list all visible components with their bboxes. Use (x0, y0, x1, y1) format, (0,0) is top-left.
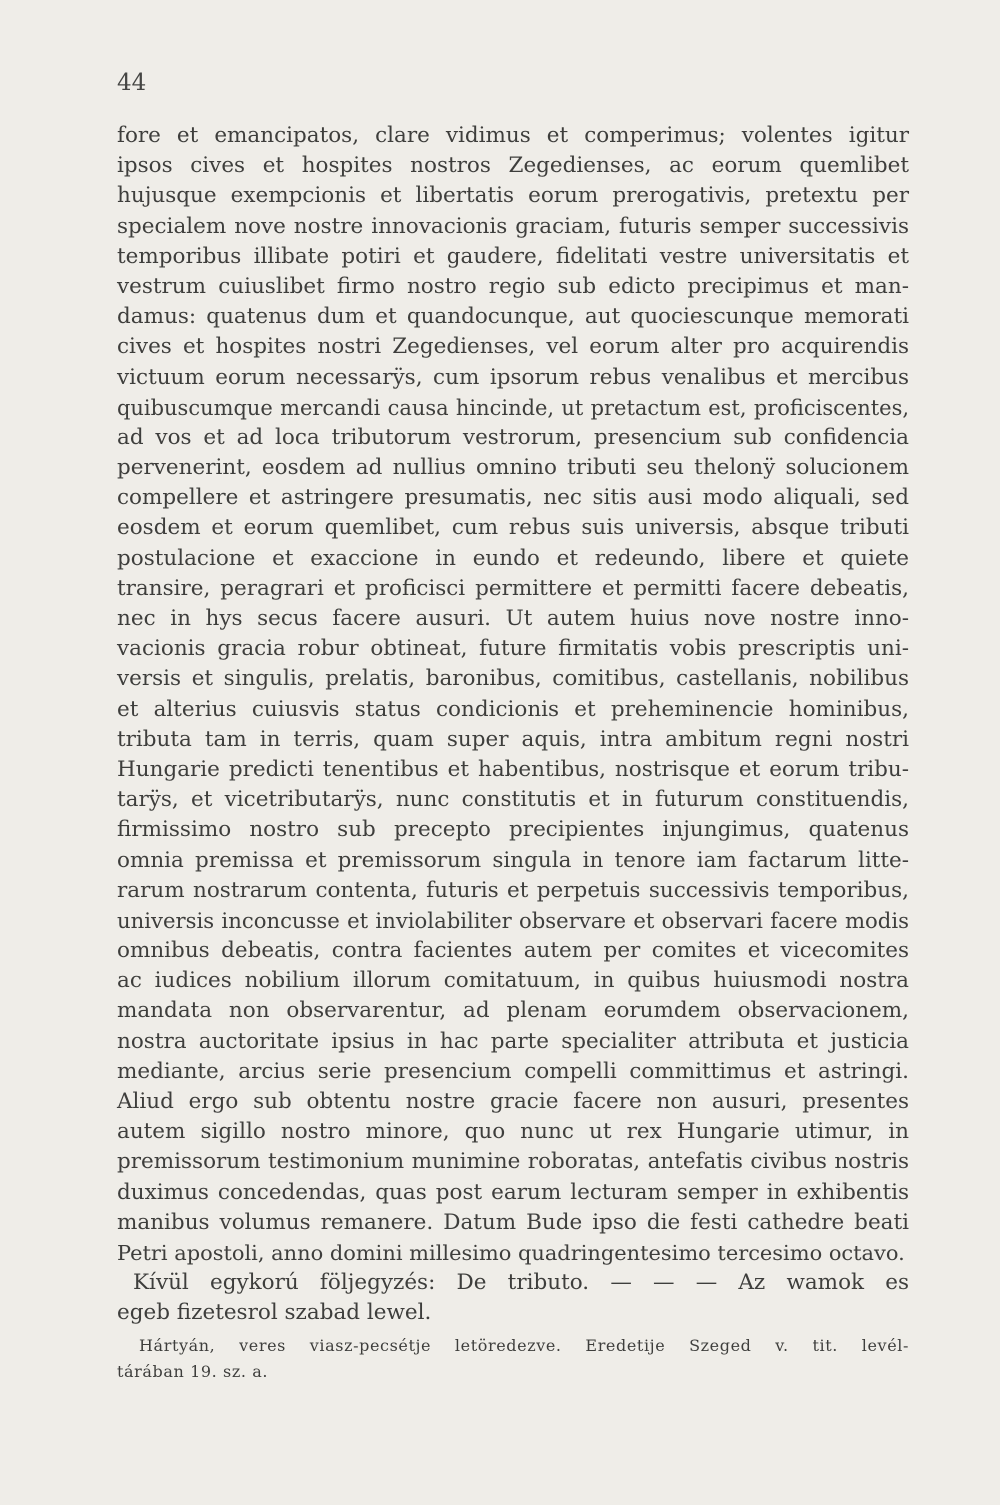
text-line: ac iudices nobilium illorum comitatuum, in quibus huiusmodi nostra (117, 968, 909, 994)
note-line: tárában 19. sz. a. (117, 1362, 269, 1381)
text-line: Aliud ergo sub obtentu nostre gracie facere non ausuri, presentes (117, 1089, 909, 1114)
endorsement-line: Kívül egykorú följegyzés: De tributo. — — — Az wamok es (133, 1270, 909, 1296)
text-line: duximus concedendas, quas post earum lecturam semper in exhibentis (117, 1179, 909, 1205)
text-line: premissorum testimonium munimine roboratas, antefatis civibus nostris (117, 1149, 909, 1175)
text-line: ad vos et ad loca tributorum vestrorum, presencium sub confidencia (117, 424, 909, 450)
text-line: nostra auctoritate ipsius in hac parte specialiter attributa et justicia (117, 1028, 909, 1054)
page-number: 44 (117, 70, 147, 96)
text-line: Hungarie predicti tenentibus et habentibus, nostrisque et eorum tribu- (117, 756, 909, 782)
text-line: Petri apostoli, anno domini millesimo quadringentesimo tercesimo octavo. (117, 1240, 905, 1265)
text-line: tarÿs, et vicetributarÿs, nunc constitutis et in futurum constituendis, (117, 787, 909, 813)
text-line: firmissimo nostro sub precepto precipientes injungimus, quatenus (117, 817, 909, 843)
text-line: omnibus debeatis, contra facientes autem per comites et vicecomites (117, 938, 909, 964)
text-line: fore et emancipatos, clare vidimus et comperimus; volentes igitur (117, 123, 909, 148)
text-line: autem sigillo nostro minore, quo nunc ut rex Hungarie utimur, in (117, 1119, 909, 1145)
text-line: versis et singulis, prelatis, baronibus, comitibus, castellanis, nobilibus (117, 666, 909, 692)
text-line: victuum eorum necessarÿs, cum ipsorum rebus venalibus et mercibus (117, 364, 909, 390)
text-line: compellere et astringere presumatis, nec sitis ausi modo aliquali, sed (117, 485, 909, 511)
archival-note (117, 1333, 909, 1385)
text-line: vestrum cuiuslibet firmo nostro regio sub edicto precipimus et man- (117, 273, 909, 299)
endorsement-line: egeb fizetesrol szabad lewel. (117, 1300, 432, 1326)
text-line: temporibus illibate potiri et gaudere, fidelitati vestre universitatis et (117, 243, 909, 269)
note-line: Hártyán, veres viasz-pecsétje letöredezve. Eredetije Szeged v. tit. levél- (139, 1336, 909, 1355)
text-line: transire, peragrari et proficisci permittere et permitti facere debeatis, (117, 575, 909, 601)
text-line: manibus volumus remanere. Datum Bude ipso die festi cathedre beati (117, 1209, 909, 1235)
text-line: postulacione et exaccione in eundo et redeundo, libere et quiete (117, 545, 909, 571)
text-line: eosdem et eorum quemlibet, cum rebus suis universis, absque tributi (117, 515, 909, 541)
text-line: rarum nostrarum contenta, futuris et perpetuis successivis temporibus, (117, 877, 909, 903)
text-line: et alterius cuiusvis status condicionis et preheminencie hominibus, (117, 696, 909, 722)
text-line: vacionis gracia robur obtineat, future firmitatis vobis prescriptis uni- (117, 636, 909, 662)
text-line: universis inconcusse et inviolabiliter observare et observari facere modis (117, 907, 909, 933)
text-line: ipsos cives et hospites nostros Zegedienses, ac eorum quemlibet (117, 153, 909, 179)
text-line: nec in hys secus facere ausuri. Ut autem huius nove nostre inno- (117, 606, 909, 631)
main-text-block (117, 121, 909, 1329)
text-line: pervenerint, eosdem ad nullius omnino tributi seu thelonÿ solucionem (117, 455, 909, 481)
text-line: quibuscumque mercandi causa hincinde, ut pretactum est, proficiscentes, (117, 395, 909, 420)
text-line: damus: quatenus dum et quandocunque, aut quociescunque memorati (117, 304, 909, 330)
text-line: tributa tam in terris, quam super aquis, intra ambitum regni nostri (117, 726, 909, 752)
text-line: specialem nove nostre innovacionis graciam, futuris semper successivis (117, 213, 909, 239)
text-line: mandata non observarentur, ad plenam eorumdem observacionem, (117, 998, 909, 1024)
text-line: cives et hospites nostri Zegedienses, vel eorum alter pro acquirendis (117, 334, 909, 360)
text-line: hujusque exempcionis et libertatis eorum prerogativis, pretextu per (117, 183, 909, 209)
text-line: mediante, arcius serie presencium compelli committimus et astringi. (117, 1058, 909, 1084)
text-line: omnia premissa et premissorum singula in tenore iam factarum litte- (117, 847, 909, 873)
